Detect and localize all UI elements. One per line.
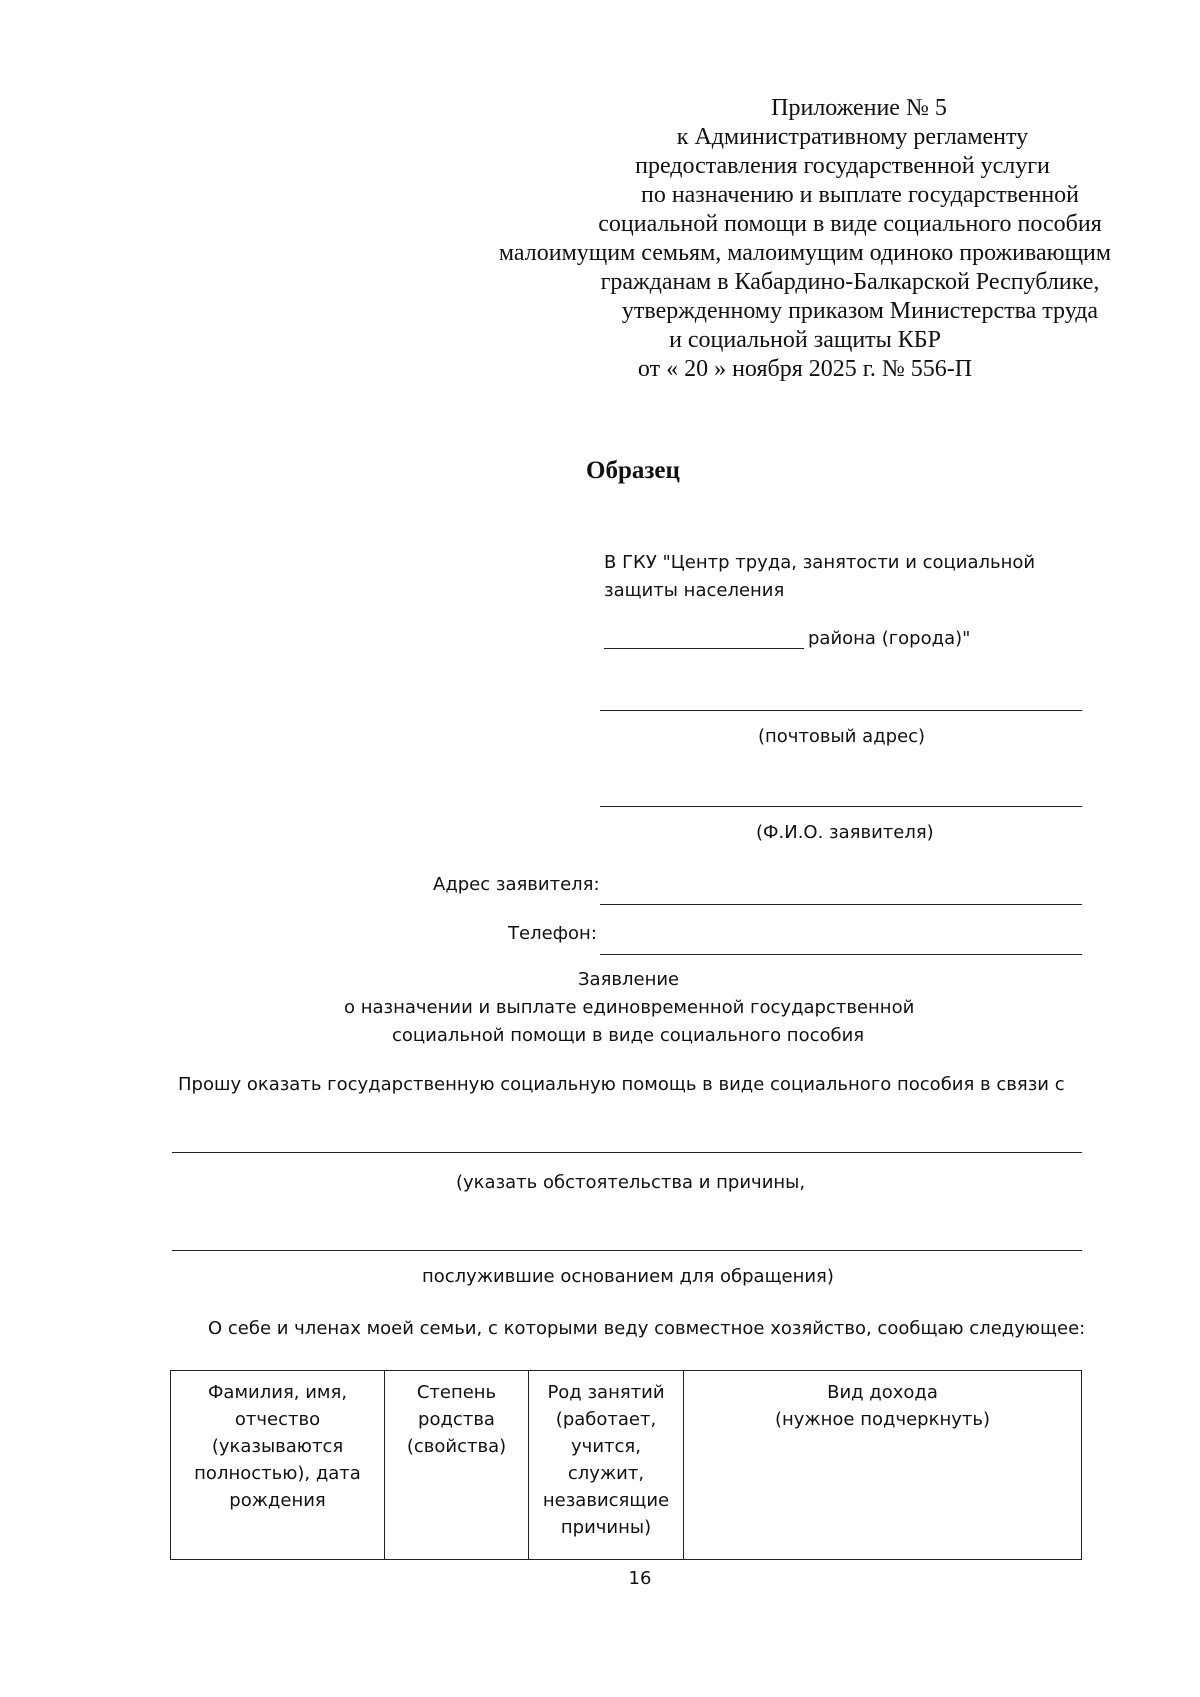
family-intro: О себе и членах моей семьи, с которыми веду совместное хозяйство, сообщаю следующее:: [208, 1318, 1086, 1339]
reason-line-2[interactable]: [172, 1250, 1082, 1251]
page-number: 16: [628, 1568, 652, 1589]
district-blank-line[interactable]: [604, 648, 804, 649]
header-line: утвержденному приказом Министерства труда: [621, 298, 1099, 324]
postal-address-line[interactable]: [600, 710, 1082, 711]
district-suffix: района (города)": [808, 628, 971, 649]
reason-line-1[interactable]: [172, 1152, 1082, 1153]
header-line: предоставления государственной услуги: [635, 153, 1050, 179]
address-field-line[interactable]: [600, 904, 1082, 905]
table-header-fio: Фамилия, имя, отчество (указываются полностью), дата рождения: [171, 1371, 385, 1559]
header-line: социальной помощи в виде социального пособия: [598, 211, 1102, 237]
header-line: от « 20 » ноября 2025 г. № 556-П: [637, 356, 973, 382]
applicant-name-line[interactable]: [600, 806, 1082, 807]
request-text: Прошу оказать государственную социальную помощь в виде социального пособия в связи с: [178, 1074, 1065, 1095]
family-table: [170, 1370, 1082, 1560]
reason-caption-1: (указать обстоятельства и причины,: [456, 1172, 806, 1193]
table-header-occupation: Род занятий (работает, учится, служит, независящие причины): [529, 1371, 684, 1559]
reason-caption-2: послужившие основанием для обращения): [422, 1266, 834, 1287]
table-header-relation: Степень родства (свойства): [385, 1371, 529, 1559]
statement-title: Заявление: [578, 969, 680, 990]
postal-address-caption: (почтовый адрес): [758, 726, 926, 747]
statement-subtitle-2: социальной помощи в виде социального пособия: [392, 1025, 865, 1046]
table-header-income-type: Вид дохода (нужное подчеркнуть): [774, 1382, 990, 1430]
header-line: Приложение № 5: [771, 95, 947, 121]
sample-title: Образец: [586, 457, 680, 484]
header-line: гражданам в Кабардино-Балкарской Республике,: [600, 269, 1100, 295]
header-line: и социальной защиты КБР: [669, 327, 941, 353]
addressee-line-1: В ГКУ "Центр труда, занятости и социальной: [604, 552, 1036, 573]
addressee-line-2: защиты населения: [604, 580, 785, 601]
phone-field-line[interactable]: [600, 954, 1082, 955]
appendix-header: [470, 94, 1140, 384]
applicant-name-caption: (Ф.И.О. заявителя): [756, 822, 934, 843]
statement-subtitle-1: о назначении и выплате единовременной государственной: [344, 997, 915, 1018]
header-line: по назначению и выплате государственной: [640, 182, 1080, 208]
header-line: к Административному регламенту: [676, 124, 1029, 150]
header-line: малоимущим семьям, малоимущим одиноко проживающим: [498, 240, 1112, 266]
address-label: Адрес заявителя:: [433, 874, 600, 895]
phone-label: Телефон:: [508, 923, 597, 944]
